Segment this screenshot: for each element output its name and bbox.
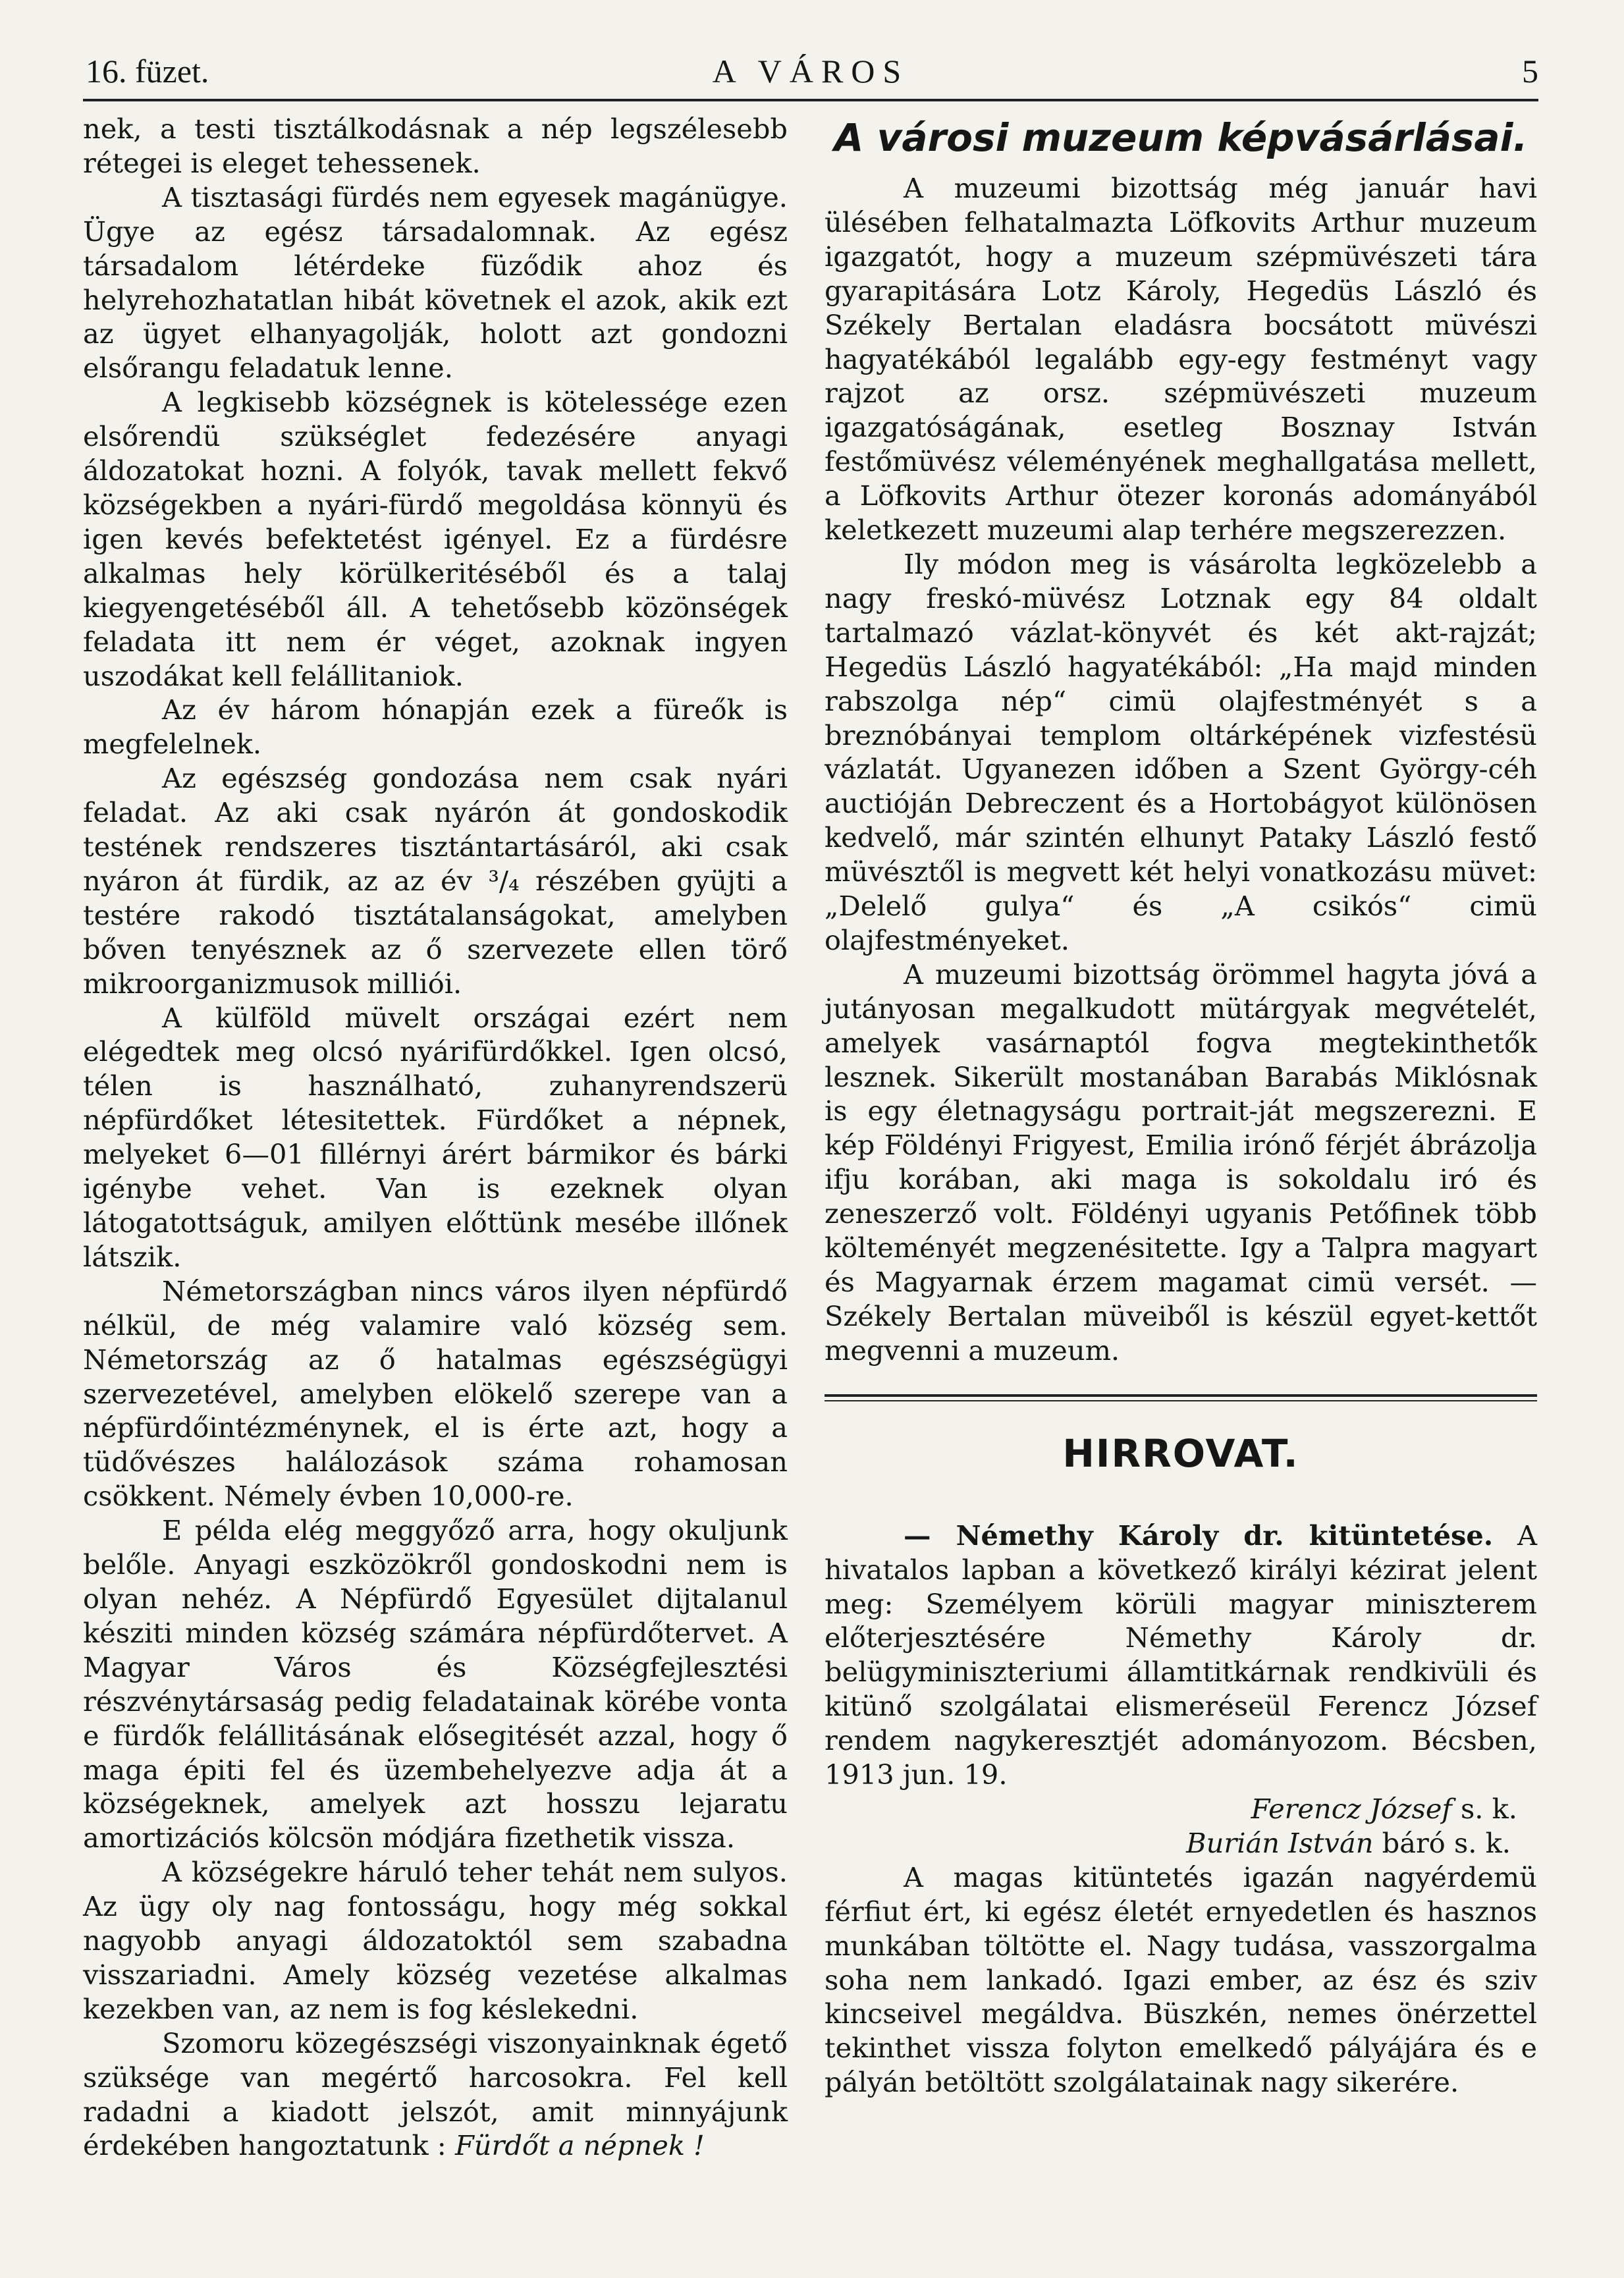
- page-header: [83, 46, 1538, 101]
- paragraph: A muzeumi bizottság örömmel hagyta jóvá a jutányosan megalkudott mütárgyak megvételét, amelyek vasárnaptól fogva megtekinthetők lesznek. Sikerült mostanában Barabás Miklósnak is egy életnagyságu portrait-ját megszerezni. E kép Földényi Frigyest, Emilia irónő férjét ábrázolja ifju korában, aki maga is sokoldalu iró és zeneszerző volt. Földényi ugyanis Petőfinek több költeményét megzenésitette. Igy a Talpra magyart és Magyarnak érzem magamat cimü versét. — Székely Bertalan müveiből is készül egyet-kettőt megvenni a muzeum.: [825, 958, 1537, 1367]
- closing-slogan: Fürdőt a népnek !: [454, 2129, 705, 2162]
- paragraph: Ily módon meg is vásárolta legközelebb a nagy freskó-müvész Lotznak egy 84 oldalt tartalmazó vázlat-könyvét és két akt-rajzát; Hegedüs László hagyatékából: „Ha majd minden rabszolga nép“ cimü olajfestményét s a breznóbányai templom oltárképének vizfestésü vázlatát. Ugyanezen időben a Szent György-céh auctióján Debreczent és a Hortobágyot különösen kedvelő, már szintén elhunyt Pataky László festő müvésztől is megvett két helyi vonatkozásu müvet: „Delelő gulya“ és „A csikós“ cimü olajfestményeket.: [825, 547, 1537, 956]
- paragraph-closing: [83, 2026, 788, 2163]
- paragraph: A magas kitüntetés igazán nagyérdemü férfiut ért, ki egész életét ernyedetlen és hasznos munkában töltötte el. Nagy tudása, vasszorgalma soha nem lankadó. Igazi ember, az ész és sziv kincseivel megáldva. Büszkén, nemes önérzettel tekinthet vissza folyton emelkedő pályájára és e pályán betöltött szolgálatainak nagy sikerére.: [825, 1860, 1537, 2099]
- news-item-body: A hivatalos lapban a következő királyi kézirat jelent meg: Személyem körüli magyar miniszterem előterjesztésére Némethy Károly dr. belügyminiszteriumi államtitkárnak rendkivüli és kitünő szolgálatai elismeréseül Ferencz József rendem nagykeresztjét adományozom. Bécsben, 1913 jun. 19.: [825, 1519, 1537, 1791]
- paragraph: A legkisebb községnek is kötelessége ezen elsőrendü szükséglet fedezésére anyagi áldozatokat hozni. A folyók, tavak mellett fekvő községekben a nyári-fürdő megoldása könnyü és igen kevés befektetést igényel. Ez a fürdésre alkalmas hely körülkeritéséből és a talaj kiegyengetéséből áll. A tehetősebb közönségek feladata itt nem ér véget, azoknak ingyen uszodákat kell felállitaniok.: [83, 386, 788, 692]
- paragraph: Az év három hónapján ezek a füreők is megfelelnek.: [83, 693, 788, 761]
- paragraph: Az egészség gondozása nem csak nyári feladat. Az aki csak nyárón át gondoskodik testének rendszeres tisztántartásáról, aki csak nyáron át fürdik, az az év ³/₄ részében gyüjti a testére rakodó tisztátalanságokat, amelyben bőven tenyésznek az ő szervezete ellen törő mikroorganizmusok milliói.: [83, 762, 788, 1000]
- section-divider: [825, 1394, 1537, 1401]
- signature-suffix: báró s. k.: [1373, 1826, 1511, 1859]
- paragraph: A külföld müvelt országai ezért nem elégedtek meg olcsó nyárifürdőkkel. Igen olcsó, télen is használható, zuhanyrendszerü népfürdőket létesitettek. Fürdőket a népnek, melyeket 6—01 fillérnyi árért bármikor és bárki igénybe vehet. Van is ezeknek olyan látogatottságuk, amilyen előttünk mesébe illőnek látszik.: [83, 1001, 788, 1273]
- journal-title: A VÁROS: [712, 53, 909, 90]
- paragraph: Németországban nincs város ilyen népfürdő nélkül, de még valamire való község sem. Németország az ő hatalmas egészségügyi szervezetével, amelyben elökelő szerepe van a népfürdőintézménynek, el is érte azt, hogy a tüdővészes halálozások száma rohamosan csökkent. Némely évben 10,000-re.: [83, 1274, 788, 1513]
- news-item-title: — Némethy Károly dr. kitüntetése.: [904, 1519, 1494, 1552]
- issue-number: 16. füzet.: [86, 53, 209, 90]
- signature-line: [825, 1826, 1537, 1860]
- paragraph: nek, a testi tisztálkodásnak a nép legszélesebb rétegei is eleget tehessenek.: [83, 113, 788, 179]
- closing-text: Szomoru közegészségi viszonyainknak égető szüksége van megértő harcosokra. Fel kell radadni a kiadott jelszót, amit minnyájunk érdekében hangoztatunk :: [83, 2026, 788, 2162]
- paragraph: A községekre háruló teher tehát nem sulyos. Az ügy oly nag fontosságu, hogy még sokkal nagyobb anyagi áldozatoktól sem szabadna visszariadni. Amely község vezetése alkalmas kezekben van, az nem is fog késlekedni.: [83, 1856, 788, 2025]
- page-number: 5: [1522, 53, 1538, 90]
- right-column: [825, 112, 1537, 2100]
- museum-article-title: A városi muzeum képvásárlásai.: [834, 115, 1528, 160]
- signature-name: Ferencz József: [1251, 1792, 1452, 1825]
- paragraph: A muzeumi bizottság még január havi ülésében felhatalmazta Löfkovits Arthur muzeum igazgatót, hogy a muzeum szépmüvészeti tára gyarapitására Lotz Károly, Hegedüs László és Székely Bertalan eladásra bocsátott müvészi hagyatékából legalább egy-egy festményt vagy rajzot az orsz. szépmüvészeti muzeum igazgatóságának, esetleg Bosznay István festőmüvész véleményének meghallgatása mellett, a Löfkovits Arthur ötezer koronás adományából keletkezett muzeumi alap terhére megszerezzen.: [825, 172, 1537, 547]
- signature-suffix: s. k.: [1451, 1792, 1517, 1825]
- paragraph: E példa elég meggyőző arra, hogy okuljunk belőle. Anyagi eszközökről gondoskodni nem is olyan nehéz. A Népfürdő Egyesület dijtalanul késziti minden község számára népfürdőtervet. A Magyar Város és Községfejlesztési részvénytársaság pedig feladatainak körébe vonta e fürdők felállitásának elősegitését azzal, hogy ő maga épiti fel és üzembehelyezve adja át a községeknek, amelyek azt hosszu lejaratu amortizációs kölcsön módjára fizethetik vissza.: [83, 1514, 788, 1855]
- signature-name: Burián István: [1186, 1826, 1374, 1859]
- paragraph: A tisztasági fürdés nem egyesek magánügye. Ügye az egész társadalomnak. Az egész társadalom létérdeke füződik ahoz és helyrehozhatatlan hibát követnek el azok, akik ezt az ügyet elhanyagolják, holott azt gondozni elsőrangu feladatuk lenne.: [83, 180, 788, 385]
- news-item: [825, 1519, 1537, 1792]
- signature-line: [825, 1792, 1537, 1826]
- left-column: [83, 112, 788, 2163]
- news-section-title: HIRROVAT.: [1062, 1430, 1299, 1476]
